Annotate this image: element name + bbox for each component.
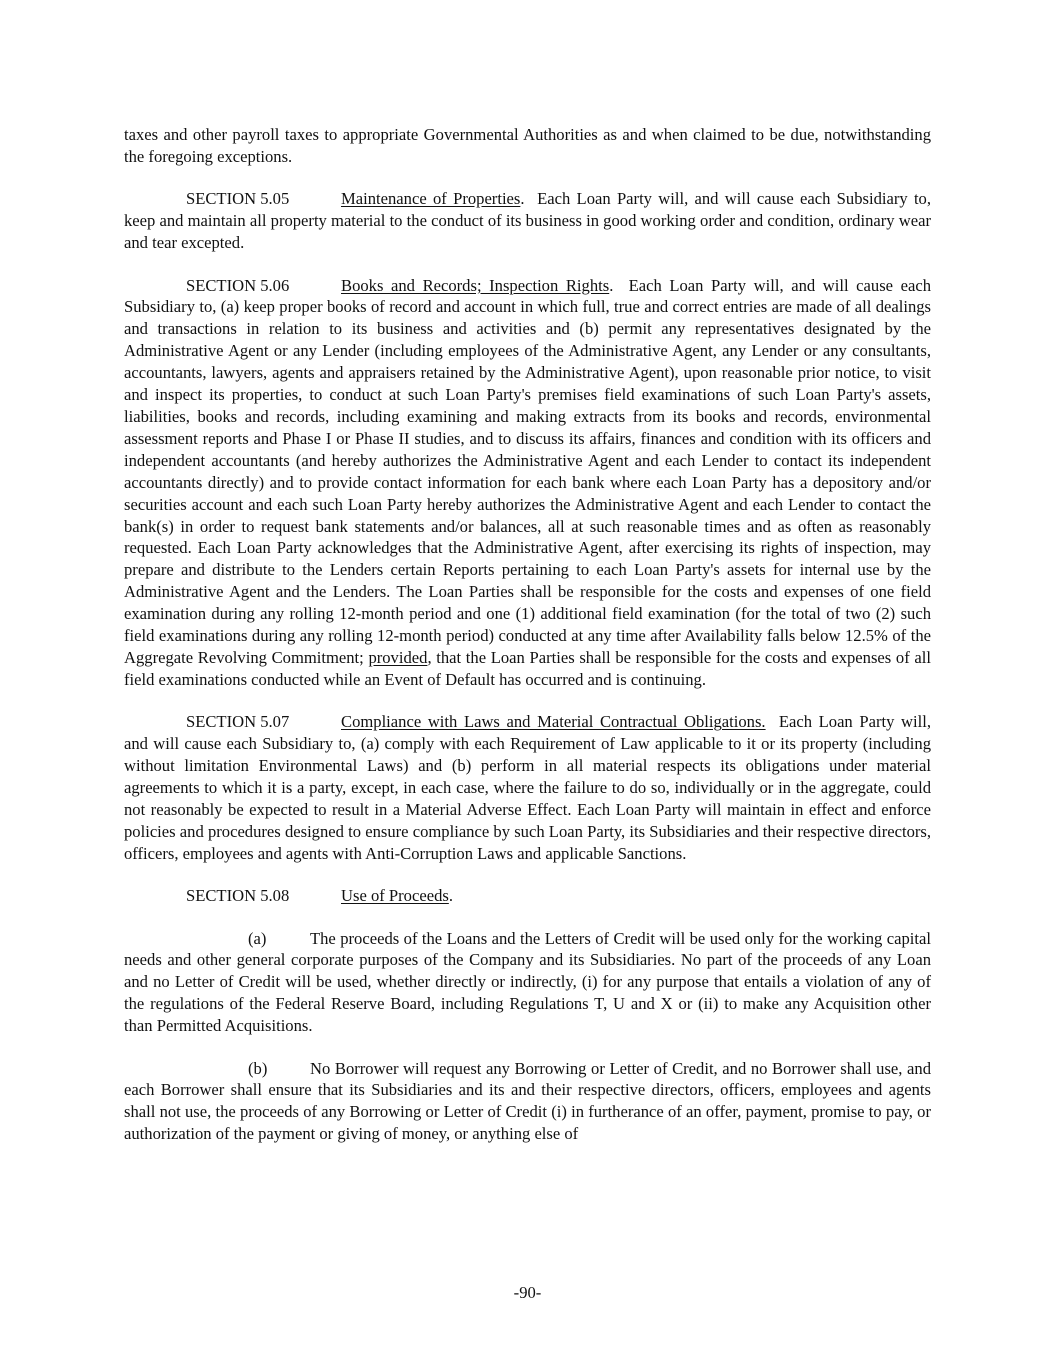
page-number: -90- [513, 1283, 542, 1302]
continuation-paragraph: taxes and other payroll taxes to appropriate Governmental Authorities as and when claimed to be due, notwithstanding the foregoing exceptions. [124, 125, 931, 166]
section-title: Books and Records; Inspection Rights [341, 275, 610, 295]
subsection-body: No Borrower will request any Borrowing or Letter of Credit, and no Borrower shall use, and each Borrower shall ensure that its Subsidiaries and its and their respective directors, officers, employees and agents shall not use, the proceeds of any Borrowing or Letter of Credit (i) in furtherance of an offer, payment, promise to pay, or authorization of the payment or giving of money, or anything else of [124, 1058, 931, 1144]
provided-term: provided [368, 647, 428, 667]
section-label: SECTION 5.05 [186, 189, 290, 209]
section-label: SECTION 5.08 [186, 886, 290, 906]
section-body: Each Loan Party will, and will cause each Subsidiary to, keep and maintain all property material to the conduct of its business in good working order and condition, ordinary wear and tear excepted. [124, 189, 932, 253]
section-title: Compliance with Laws and Material Contractual Obligations. [341, 712, 766, 732]
subsection-5-08-a [124, 928, 931, 1038]
section-5-08 [124, 885, 931, 907]
section-5-07 [124, 711, 931, 864]
section-body: Each Loan Party will, and will cause each Subsidiary to, (a) comply with each Requirement of Law applicable to it or its property (including without limitation Environmental Laws) and (b) perform in all material respects its obligations under material agreements to which it is a party, except, in each case, where the failure to do so, individually or in the aggregate, could not reasonably be expected to result in a Material Adverse Effect. Each Loan Party will maintain in effect and enforce policies and procedures designed to ensure compliance by such Loan Party, its Subsidiaries and their respective directors, officers, employees and agents with Anti-Corruption Laws and applicable Sanctions. [124, 712, 931, 863]
title-punctuation: . [520, 189, 525, 209]
subsection-label: (a) [248, 928, 267, 948]
section-label: SECTION 5.06 [186, 275, 290, 295]
document-body [124, 124, 931, 1166]
section-label: SECTION 5.07 [186, 712, 290, 732]
section-body: Each Loan Party will, and will cause each Subsidiary to, (a) keep proper books of record and account in which full, true and correct entries are made of all dealings and transactions in relation to its business and activities and (b) permit any representatives designated by the Administrative Agent or any Lender (including employees of the Administrative Agent, any Lender or any consultants, accountants, lawyers, agents and appraisers retained by the Administrative Agent), upon reasonable prior notice, to visit and inspect its properties, to conduct at such Loan Party's premises field examinations of such Loan Party's assets, liabilities, books and records, including examining and making extracts from its books and records, environmental assessment reports and Phase I or Phase II studies, and to discuss its affairs, finances and condition with its officers and independent accountants (and hereby authorizes the Administrative Agent and each Lender to contact its independent accountants directly) and to provide contact information for each bank where each Loan Party has a depository and/or securities account and each such Loan Party hereby authorizes the Administrative Agent and each Lender to contact the bank(s) in order to request bank statements and/or balances, all at such reasonable times and as often as reasonably requested. Each Loan Party acknowledges that the Administrative Agent, after exercising its rights of inspection, may prepare and distribute to the Lenders certain Reports pertaining to each Loan Party's assets for internal use by the Administrative Agent and the Lenders. The Loan Parties shall be responsible for the costs and expenses of one field examination during any rolling 12-month period and one (1) additional field examination (for the total of two (2) such field examinations during any rolling 12-month period) conducted at any time after Availability falls below 12.5% of the Aggregate Revolving Commitment; [124, 275, 932, 667]
subsection-5-08-b [124, 1058, 931, 1146]
subsection-body: The proceeds of the Loans and the Letters of Credit will be used only for the working capital needs and other general corporate purposes of the Company and its Subsidiaries. No part of the proceeds of any Loan and no Letter of Credit will be used, whether directly or indirectly, (i) for any purpose that entails a violation of any of the regulations of the Federal Reserve Board, including Regulations T, U and X or (ii) to make any Acquisition other than Permitted Acquisitions. [124, 928, 931, 1036]
section-5-06 [124, 275, 931, 691]
section-title: Maintenance of Properties [341, 189, 521, 209]
title-punctuation: . [609, 275, 614, 295]
section-5-05 [124, 188, 931, 254]
section-title: Use of Proceeds [341, 886, 449, 906]
title-punctuation: . [448, 886, 453, 906]
section-body-continued: , that the Loan Parties shall be responsible for the costs and expenses of all field examinations conducted while an Event of Default has occurred and is continuing. [124, 647, 931, 689]
subsection-label: (b) [248, 1058, 268, 1078]
